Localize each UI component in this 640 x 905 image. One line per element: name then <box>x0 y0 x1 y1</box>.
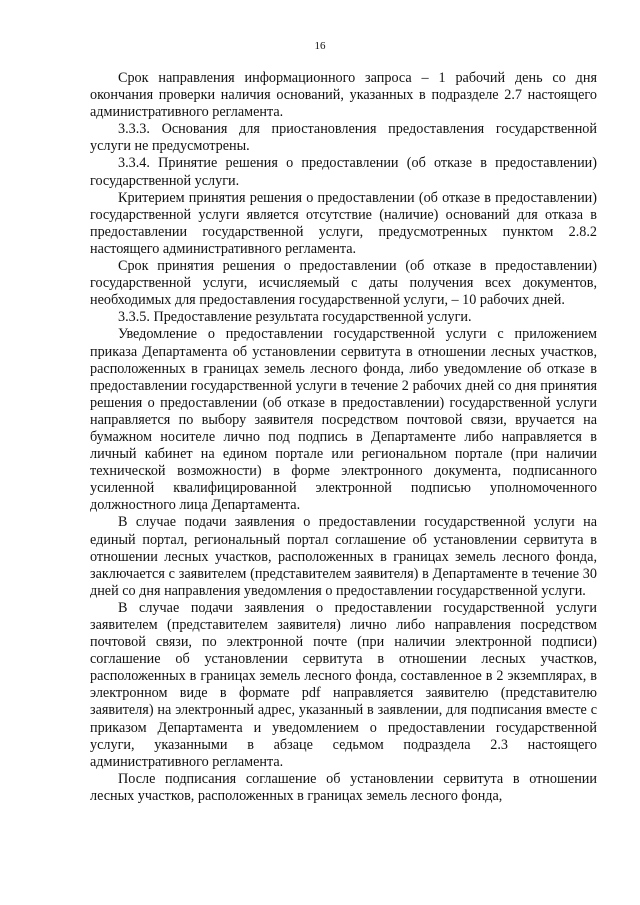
paragraph: В случае подачи заявления о предоставлении государственной услуги заявителем (представителем заявителя) лично либо направления посредством почтовой связи, по электронной почте (при наличии электронной подписи) соглашение об установлении сервитута в отношении лесных участков, расположенных в границах земель лесного фонда, составленное в 2 экземплярах, в электронном виде в формате pdf направляется заявителю (представителю заявителя) на электронный адрес, указанный в заявлении, для подписания вместе с приказом Департамента и уведомлением о предоставлении государственной услуги, указанными в абзаце седьмом подраздела 2.3 настоящего административного регламента. <box>90 599 597 770</box>
page-number: 16 <box>314 40 326 52</box>
paragraph: 3.3.5. Предоставление результата государственной услуги. <box>118 309 472 326</box>
paragraph: После подписания соглашение об установлении сервитута в отношении лесных участков, расположенных в границах земель лесного фонда, <box>90 770 597 804</box>
paragraph: В случае подачи заявления о предоставлении государственной услуги на единый портал, региональный портал соглашение об установлении сервитута в отношении лесных участков, расположенных в границах земель лесного фонда, заключается с заявителем (представителем заявителя) в Департаменте в течение 30 дней со дня направления уведомления о предоставлении государственной услуги. <box>90 514 597 599</box>
paragraph: Критерием принятия решения о предоставлении (об отказе в предоставлении) государственной услуги является отсутствие (наличие) оснований для отказа в предоставлении государственной услуги, предусмотренных пунктом 2.8.2 настоящего административного регламента. <box>90 189 597 257</box>
paragraph: 3.3.3. Основания для приостановления предоставления государственной услуги не предусмотрены. <box>90 121 597 155</box>
paragraph: Уведомление о предоставлении государственной услуги с приложением приказа Департамента об установлении сервитута в отношении лесных участков, расположенных в границах земель лесного фонда, либо уведомление об отказе в предоставлении государственной услуги в течение 2 рабочих дней со дня принятия решения о предоставлении (об отказе в предоставлении) государственной услуги направляется по выбору заявителя посредством почтовой связи, вручается на бумажном носителе лично под подпись в Департаменте либо направляется в личный кабинет на едином портале или региональном портале (при наличии технической возможности) в форме электронного документа, подписанного усиленной квалифицированной электронной подписью уполномоченного должностного лица Департамента. <box>90 326 597 514</box>
paragraph: Срок принятия решения о предоставлении (об отказе в предоставлении) государственной услуги, исчисляемый с даты получения всех документов, необходимых для предоставления государственной услуги, – 10 рабочих дней. <box>90 258 597 309</box>
paragraph: 3.3.4. Принятие решения о предоставлении (об отказе в предоставлении) государственной услуги. <box>90 155 597 189</box>
document-body <box>90 70 597 805</box>
paragraph: Срок направления информационного запроса – 1 рабочий день со дня окончания проверки наличия оснований, указанных в подразделе 2.7 настоящего административного регламента. <box>90 70 597 121</box>
